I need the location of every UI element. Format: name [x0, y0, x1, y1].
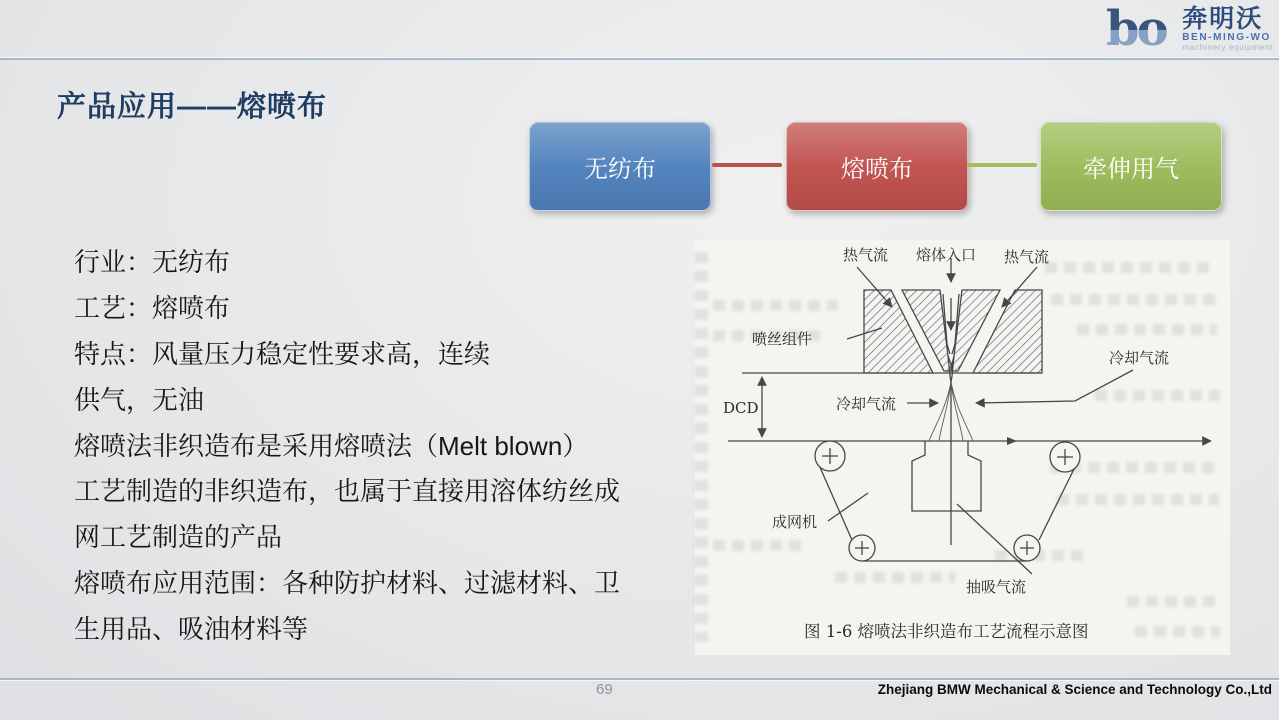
body-line: 工艺：熔喷布 — [74, 293, 231, 324]
body-line: 生用品、吸油材料等 — [74, 613, 309, 644]
page-number: 69 — [596, 681, 613, 698]
flow-connector-2 — [967, 163, 1037, 167]
figure-caption: 图 1-6 熔喷法非织造布工艺流程示意图 — [804, 622, 1089, 641]
logo-mark-text: bo — [1106, 2, 1166, 56]
logo-text-block — [1182, 6, 1273, 53]
label-web-former: 成网机 — [772, 513, 818, 531]
label-spinneret: 喷丝组件 — [752, 330, 813, 348]
company-name: Zhejiang BMW Mechanical & Science and Technology Co.,Ltd — [877, 682, 1272, 697]
body-line: 供气，无油 — [74, 384, 205, 415]
body-line: 熔喷法非织造布是采用熔喷法（Melt blown） — [74, 430, 589, 461]
label-suction-air: 抽吸气流 — [966, 578, 1027, 596]
logo-name-cn: 奔明沃 — [1182, 4, 1264, 33]
belt-direction-arrow — [1007, 437, 1017, 445]
body-line: 熔喷布应用范围：各种防护材料、过滤材料、卫 — [74, 567, 621, 598]
label-melt-inlet: 熔体入口 — [916, 246, 977, 264]
flow-connector-1 — [712, 163, 782, 167]
body-line: 工艺制造的非织造布，也属于直接用溶体纺丝成 — [74, 476, 621, 507]
body-line: 行业：无纺布 — [74, 247, 231, 278]
flow-node-nonwoven: 无纺布 — [529, 122, 711, 211]
flow-node-drawing-air: 牵伸用气 — [1040, 122, 1222, 211]
page-title: 产品应用——熔喷布 — [57, 91, 328, 123]
header-divider — [0, 58, 1279, 60]
body-text-block — [74, 238, 684, 650]
flow-node-meltblown: 熔喷布 — [786, 122, 968, 211]
meltblown-process-schematic — [695, 240, 1230, 655]
label-hot-air-right: 热气流 — [1004, 248, 1050, 266]
logo-tagline: machinery equipment — [1182, 42, 1273, 53]
belt-rollers — [815, 441, 1080, 561]
label-dcd: DCD — [723, 399, 759, 417]
footer-divider — [0, 678, 1279, 680]
label-cooling-air-center: 冷却气流 — [836, 395, 897, 413]
body-line: 网工艺制造的产品 — [74, 522, 283, 553]
body-line: 特点：风量压力稳定性要求高，连续 — [74, 338, 491, 369]
process-diagram-figure — [695, 240, 1230, 655]
label-hot-air-left: 热气流 — [843, 246, 889, 264]
logo-bo-icon — [1104, 2, 1178, 56]
company-logo — [1104, 2, 1273, 56]
label-cooling-air-right: 冷却气流 — [1109, 349, 1170, 367]
logo-name-en: BEN-MING-WO — [1182, 31, 1271, 43]
